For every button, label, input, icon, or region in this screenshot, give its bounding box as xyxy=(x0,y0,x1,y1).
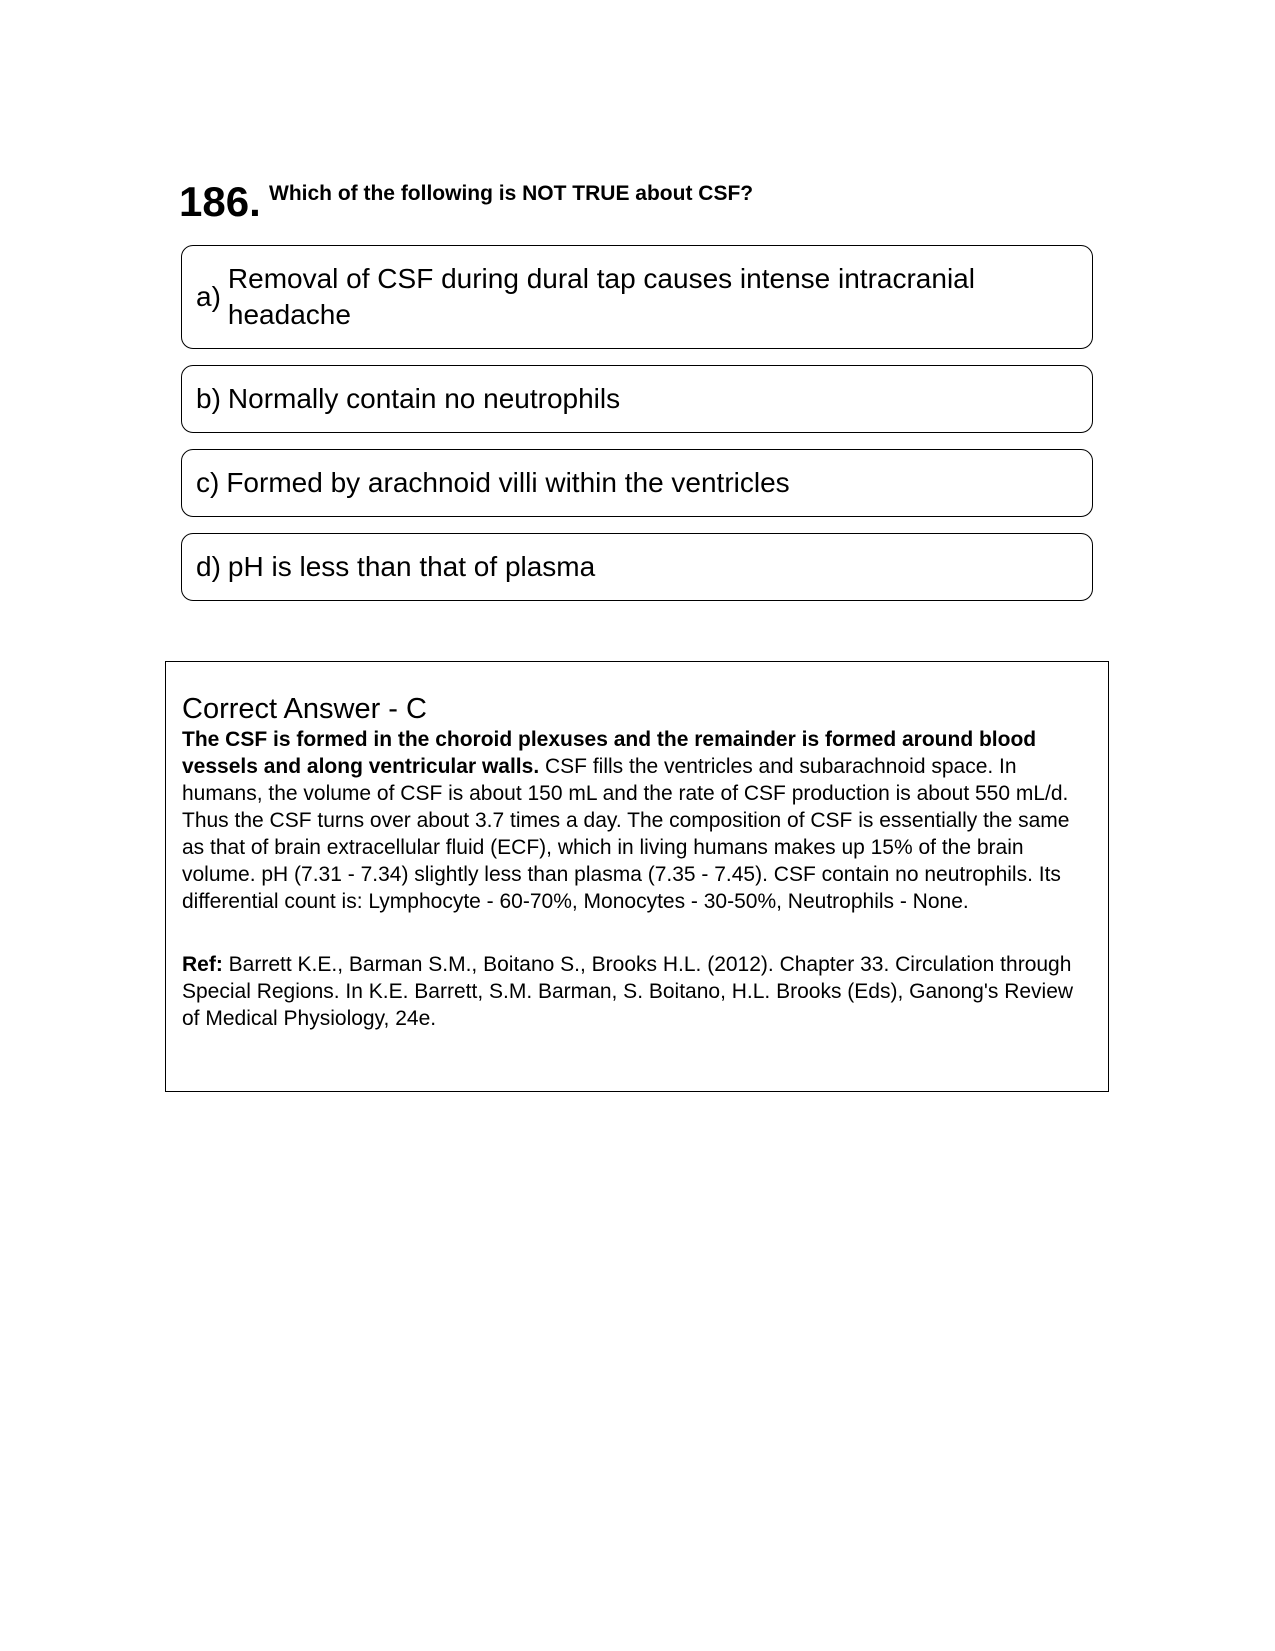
option-b-letter: b) xyxy=(196,383,221,414)
reference-text: Barrett K.E., Barman S.M., Boitano S., Brooks H.L. (2012). Chapter 33. Circulation through Special Regions. In K.E. Barrett, S.M. Barman, S. Boitano, H.L. Brooks (Eds), Ganong's Review of Medical Physiology, 24e. xyxy=(182,953,1074,1030)
correct-answer-title: Correct Answer - C xyxy=(182,693,427,725)
option-a-text: Removal of CSF during dural tap causes intense intracranial headache xyxy=(227,263,975,330)
question-number: 186. xyxy=(179,178,261,225)
option-c[interactable] xyxy=(181,449,1093,517)
option-a-letter: a) xyxy=(196,281,221,312)
answer-bold-lead: The CSF is formed in the choroid plexuses and the remainder is formed around blood vessels and along ventricular walls. xyxy=(182,728,1037,778)
option-c-text: Formed by arachnoid villi within the ventricles xyxy=(226,467,790,498)
answer-explanation xyxy=(182,726,1092,915)
question-header xyxy=(179,178,1099,228)
option-b-text: Normally contain no neutrophils xyxy=(227,383,621,414)
option-b[interactable] xyxy=(181,365,1093,433)
answer-explanation-text: CSF fills the ventricles and subarachnoid space. In humans, the volume of CSF is about 150 mL and the rate of CSF production is about 550 mL/d. Thus the CSF turns over about 3.7 times a day. The composition of CSF is essentially the same as that of brain extracellular fluid (ECF), which in living humans makes up 15% of the brain volume. pH (7.31 - 7.34) slightly less than plasma (7.35 - 7.45). CSF contain no neutrophils. Its differential count is: Lymphocyte - 60-70%, Monocytes - 30-50%, Neutrophils - None. xyxy=(182,755,1070,913)
question-text: Which of the following is NOT TRUE about CSF? xyxy=(269,182,754,205)
option-a[interactable] xyxy=(181,245,1093,349)
answer-reference xyxy=(182,951,1092,1032)
answer-explanation-box xyxy=(165,661,1109,1092)
option-d[interactable] xyxy=(181,533,1093,601)
option-d-letter: d) xyxy=(196,551,221,582)
reference-label: Ref: xyxy=(182,953,223,976)
option-c-letter: c) xyxy=(196,467,220,498)
option-d-text: pH is less than that of plasma xyxy=(227,551,596,582)
